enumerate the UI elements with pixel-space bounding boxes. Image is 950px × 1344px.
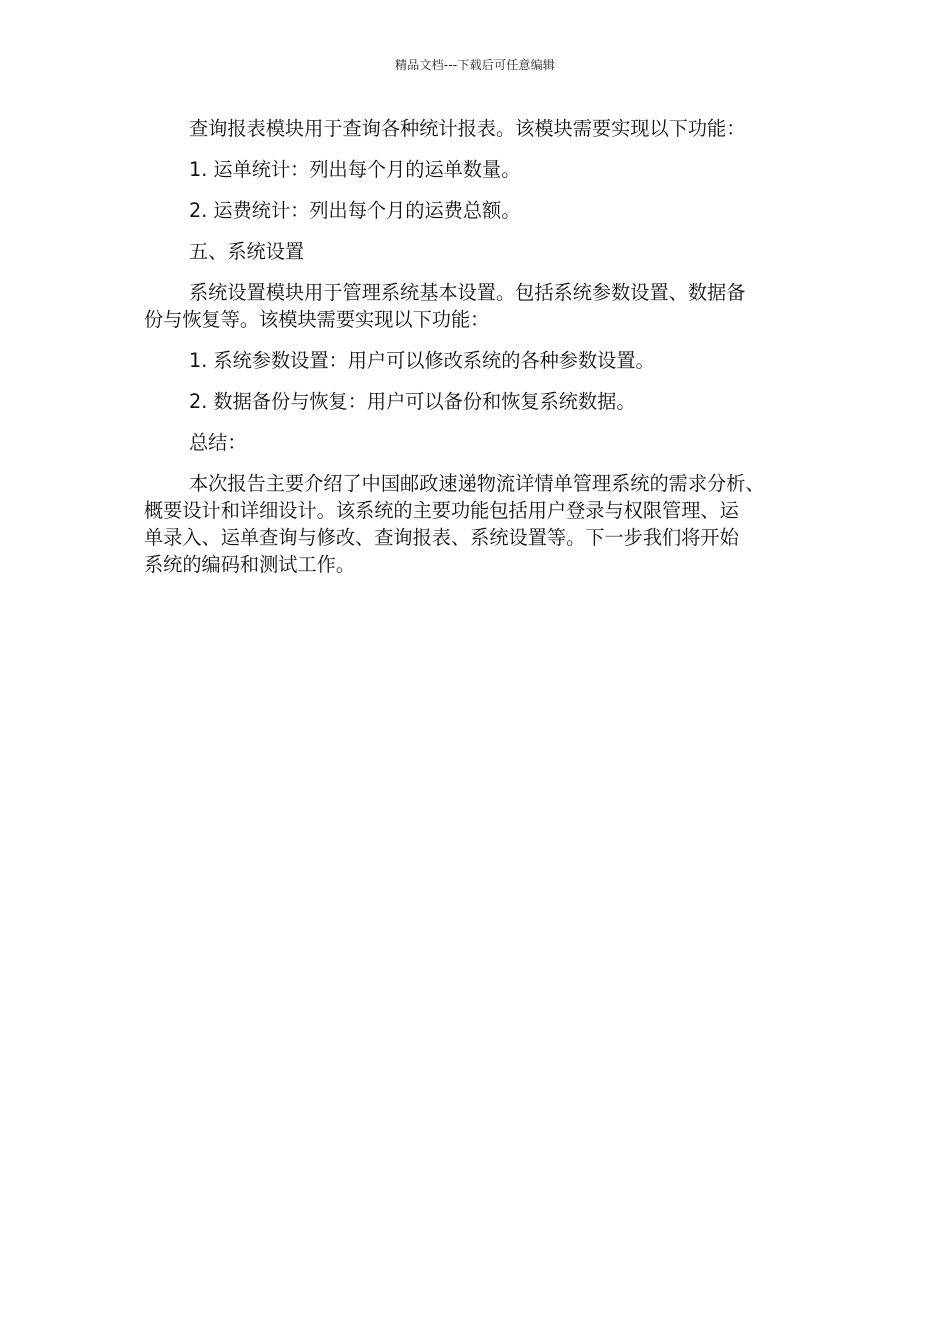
page-header: 精品文档---下载后可任意编辑 [395, 58, 555, 72]
section-heading-system-settings: 五、系统设置 [189, 240, 305, 263]
summary-paragraph-line: 单录入、运单查询与修改、查询报表、系统设置等。下一步我们将开始 [144, 526, 739, 549]
summary-paragraph [144, 470, 808, 578]
list-item-backup-restore: 2. 数据备份与恢复：用户可以备份和恢复系统数据。 [189, 390, 636, 413]
settings-paragraph-line: 份与恢复等。该模块需要实现以下功能： [144, 308, 490, 331]
summary-paragraph-line: 概要设计和详细设计。该系统的主要功能包括用户登录与权限管理、运 [144, 499, 739, 522]
list-item-parameter-settings: 1. 系统参数设置：用户可以修改系统的各种参数设置。 [189, 349, 655, 372]
settings-paragraph [144, 279, 808, 333]
list-item-freight-stats: 2. 运费统计：列出每个月的运费总额。 [189, 199, 521, 222]
list-item-waybill-stats: 1. 运单统计：列出每个月的运单数量。 [189, 158, 521, 181]
intro-paragraph: 查询报表模块用于查询各种统计报表。该模块需要实现以下功能： [189, 117, 746, 140]
summary-paragraph-line: 系统的编码和测试工作。 [144, 553, 356, 576]
document-body [144, 115, 808, 592]
summary-heading: 总结： [189, 431, 247, 454]
summary-paragraph-line: 本次报告主要介绍了中国邮政速递物流详情单管理系统的需求分析、 [189, 472, 765, 495]
settings-paragraph-line: 系统设置模块用于管理系统基本设置。包括系统参数设置、数据备 [189, 281, 746, 304]
